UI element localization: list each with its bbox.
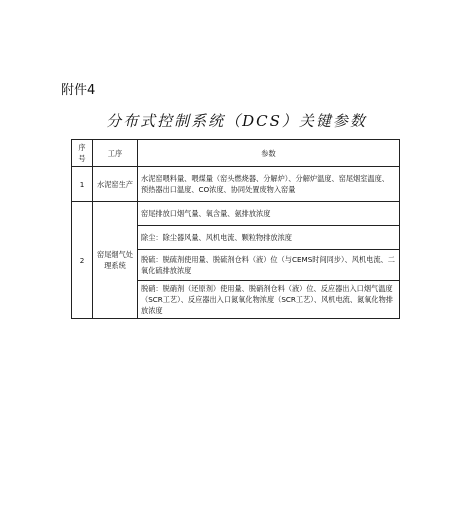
attachment-label: 附件4 bbox=[61, 83, 96, 98]
row-serial-number: 1 bbox=[72, 167, 93, 202]
header-process: 工序 bbox=[93, 140, 138, 167]
document-title: 分布式控制系统（DCS）关键参数 bbox=[106, 112, 367, 130]
row-process: 窑尾烟气处理系统 bbox=[93, 202, 138, 319]
table-row bbox=[72, 202, 400, 226]
header-parameters: 参数 bbox=[138, 140, 400, 167]
table-row bbox=[72, 167, 400, 202]
row-parameters-desulfurization: 脱硫：脱硫剂使用量、脱硫剂仓料（液）位（与CEMS时间同步）、风机电流、二氧化硫排放浓度 bbox=[138, 250, 400, 281]
header-serial-number: 序号 bbox=[72, 140, 93, 167]
row-parameters-denitrification: 脱硝：脱硝剂（还原剂）使用量、脱硝剂仓料（液）位、反应器出入口烟气温度（SCR工艺）、反应器出入口氮氧化物浓度（SCR工艺）、风机电流、氮氧化物排放浓度 bbox=[138, 281, 400, 319]
row-parameters-dedusting: 除尘：除尘器风量、风机电流、颗粒物排放浓度 bbox=[138, 226, 400, 250]
row-serial-number: 2 bbox=[72, 202, 93, 319]
row-process: 水泥窑生产 bbox=[93, 167, 138, 202]
dcs-parameters-table bbox=[71, 139, 400, 319]
row-parameters: 水泥窑喂料量、喂煤量（窑头燃烧器、分解炉）、分解炉温度、窑尾烟室温度、预热器出口温度、CO浓度、协同处置废物入窑量 bbox=[138, 167, 400, 202]
row-parameters-emission: 窑尾排放口烟气量、氧含量、氨排放浓度 bbox=[138, 202, 400, 226]
table-header-row bbox=[72, 140, 400, 167]
